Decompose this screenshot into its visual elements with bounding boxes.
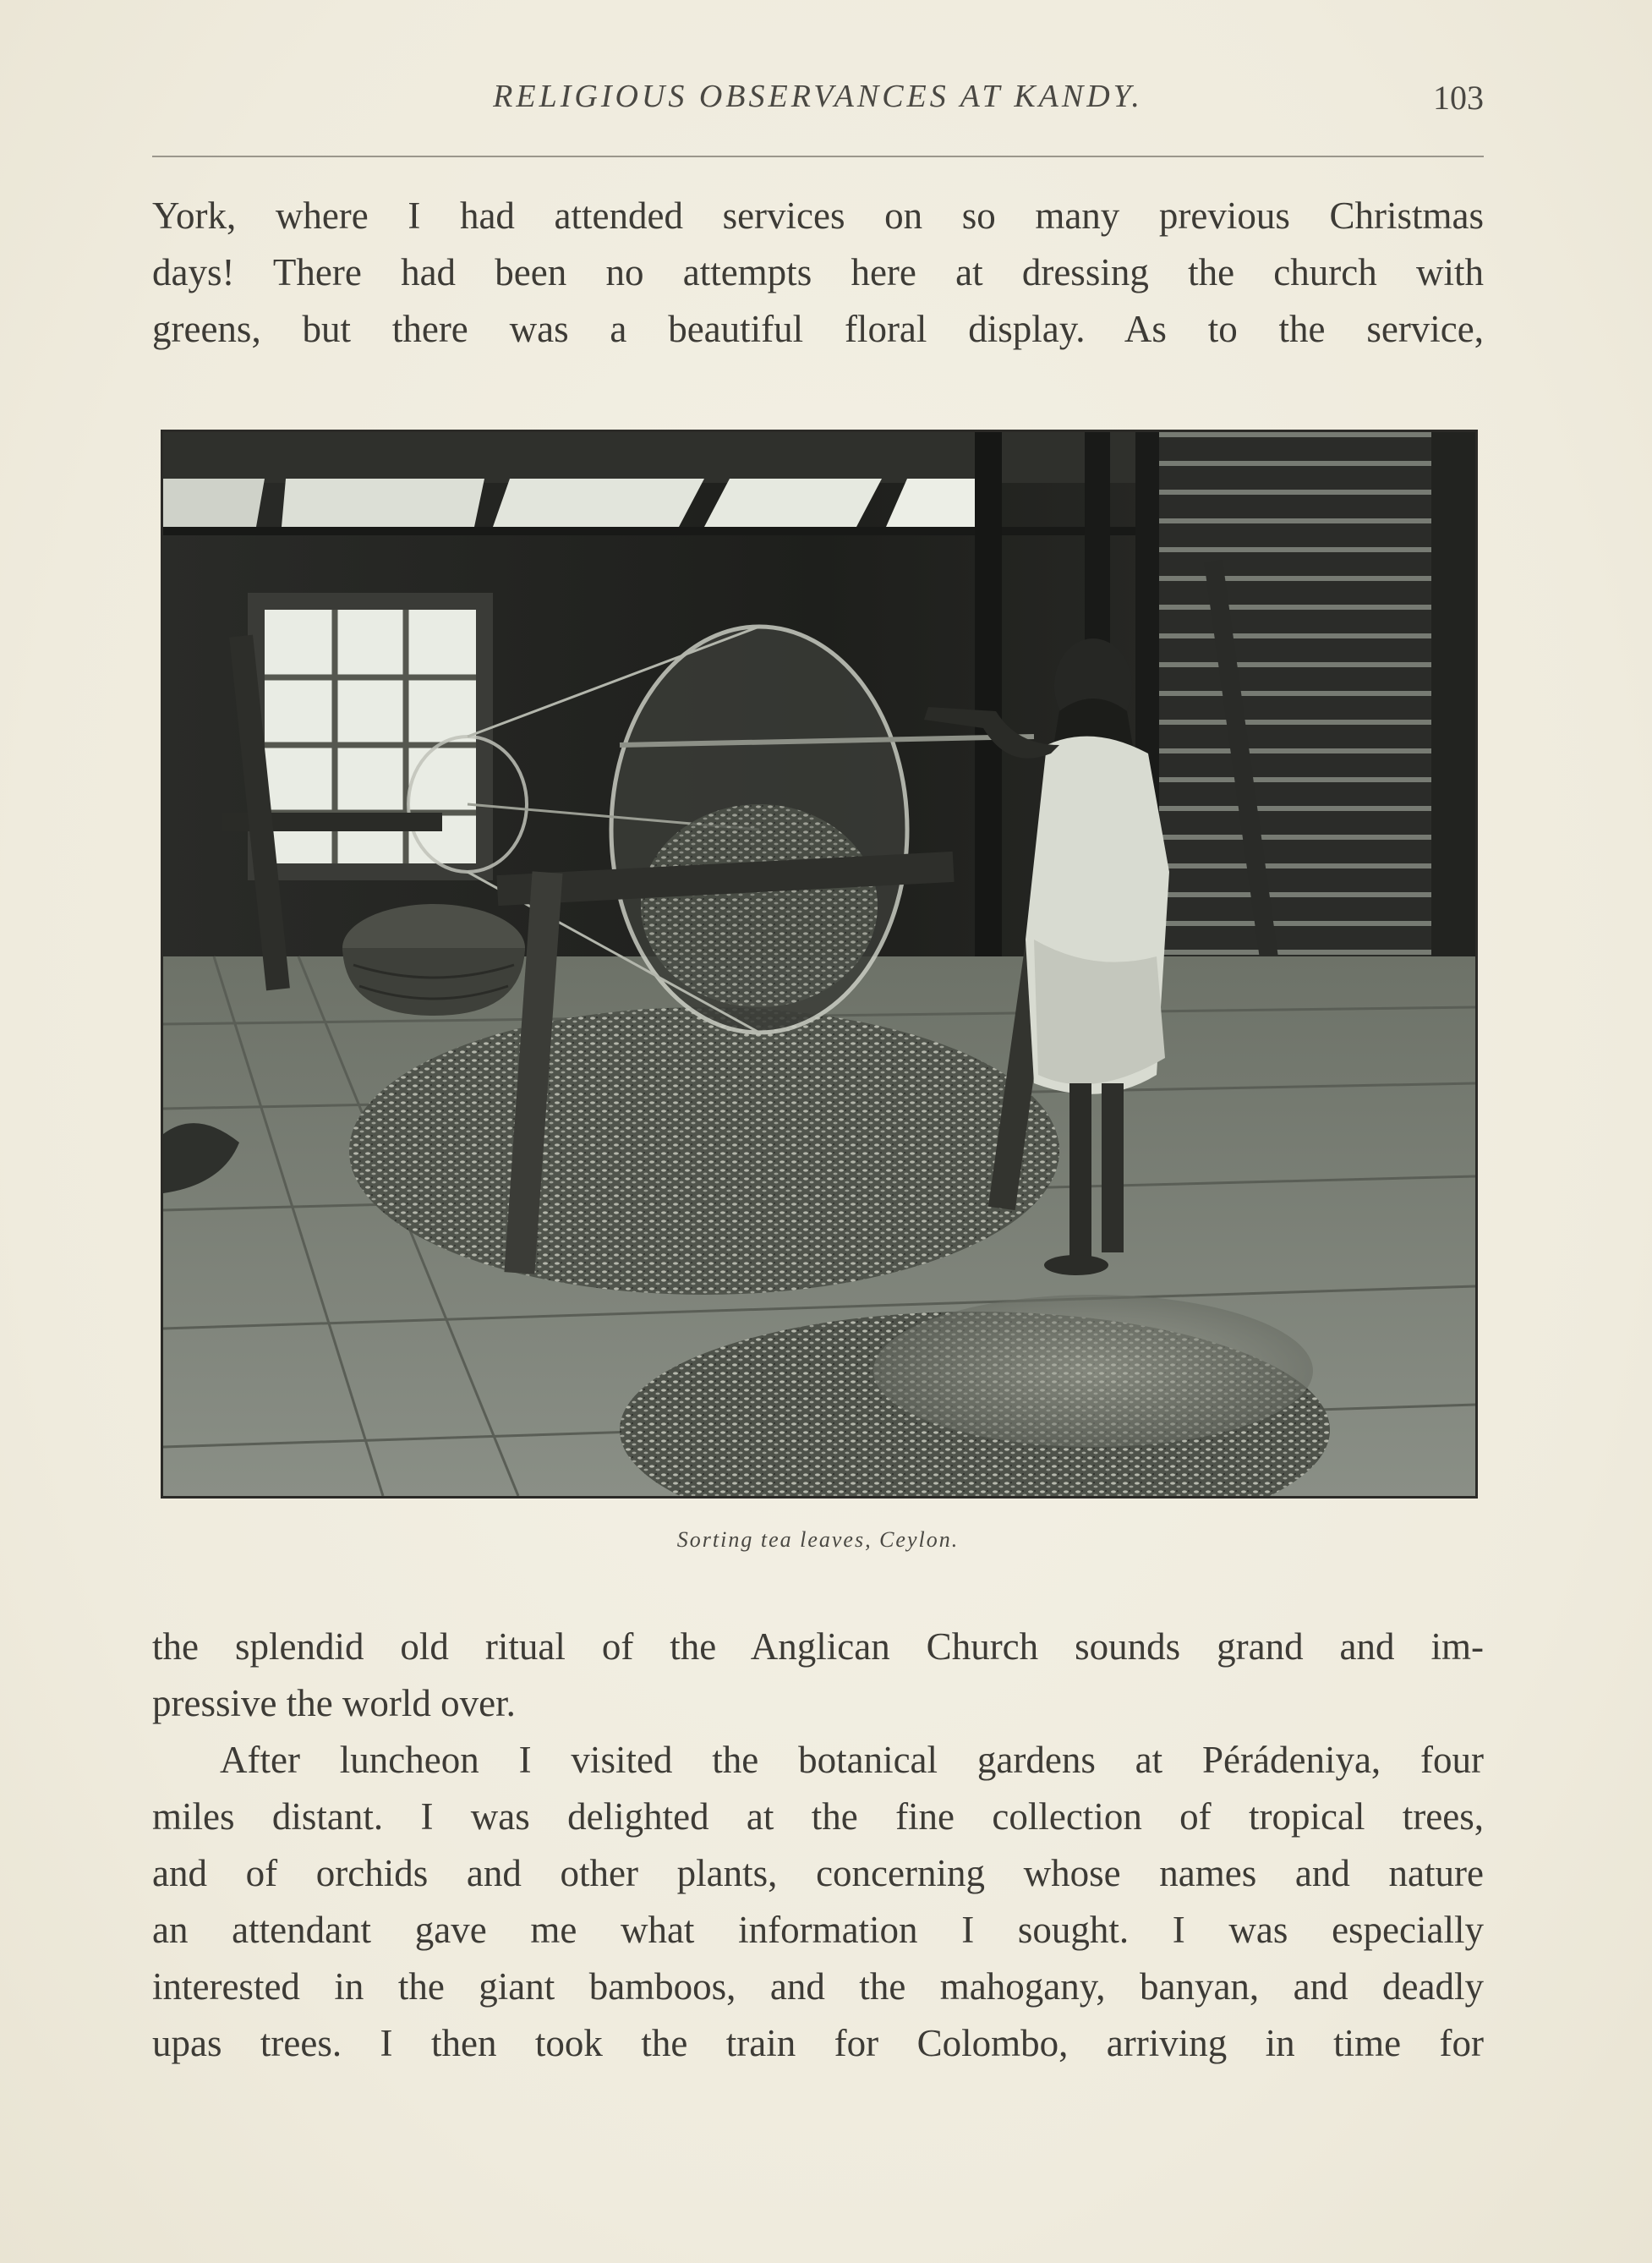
page-number: 103 — [1433, 79, 1484, 117]
top-paragraph — [152, 188, 1484, 358]
text-line: the splendid old ritual of the Anglican Church sounds grand and im- — [152, 1625, 1484, 1668]
text-line: an attendant gave me what information I sought. I was especially — [152, 1909, 1484, 1951]
text-line: York, where I had attended services on so many previous Christmas — [152, 195, 1484, 237]
text-line: interested in the giant bamboos, and the mahogany, banyan, and deadly — [152, 1965, 1484, 2008]
text-line: upas trees. I then took the train for Colombo, arriving in time for — [152, 2022, 1484, 2064]
text-line: pressive the world over. — [152, 1682, 516, 1724]
text-line: After luncheon I visited the botanical gardens at Pérádeniya, four — [220, 1739, 1484, 1781]
running-title: RELIGIOUS OBSERVANCES AT KANDY. — [493, 79, 1143, 114]
header-rule — [152, 156, 1484, 157]
photo-caption: Sorting tea leaves, Ceylon. — [676, 1527, 960, 1552]
text-line: greens, but there was a beautiful floral display. As to the service, — [152, 308, 1484, 350]
text-line: and of orchids and other plants, concerning whose names and nature — [152, 1852, 1484, 1894]
bottom-paragraphs — [152, 1619, 1484, 2072]
tea-sorting-photo — [163, 432, 1475, 1496]
running-head — [152, 78, 1484, 120]
photo-plate — [161, 430, 1478, 1499]
text-line: miles distant. I was delighted at the fine collection of tropical trees, — [152, 1795, 1484, 1838]
text-line: days! There had been no attempts here at dressing the church with — [152, 251, 1484, 293]
